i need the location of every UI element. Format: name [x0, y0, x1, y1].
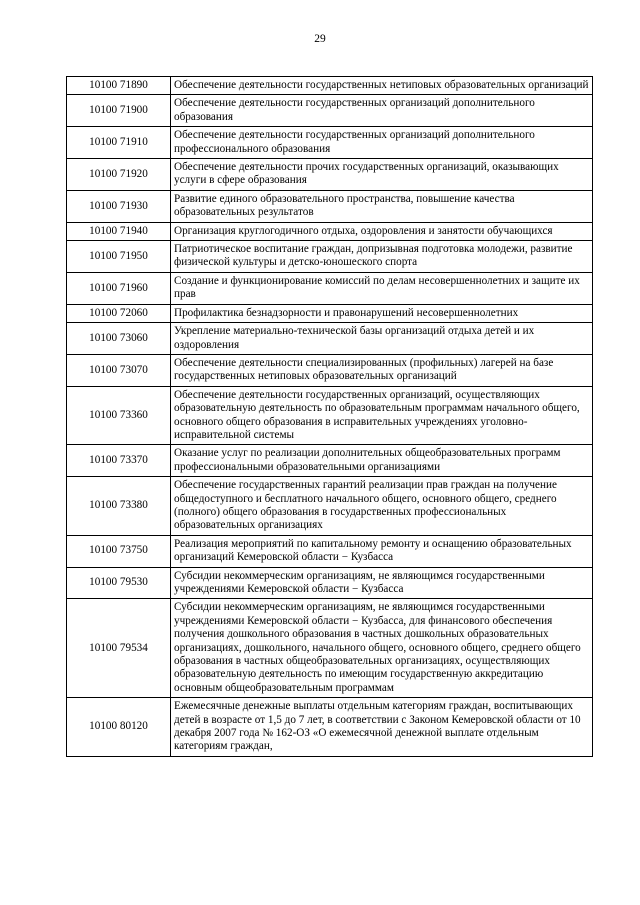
row-code: 10100 79530 [67, 567, 171, 599]
table-row [67, 599, 593, 698]
table-row [67, 304, 593, 322]
row-code: 10100 71900 [67, 95, 171, 127]
row-description: Субсидии некоммерческим организациям, не являющимся государственными учреждениями Кемеровской области − Кузбасса [171, 567, 593, 599]
row-description: Обеспечение деятельности государственных нетиповых образовательных организаций [171, 77, 593, 95]
table-row [67, 386, 593, 445]
row-code: 10100 73380 [67, 477, 171, 536]
row-code: 10100 73360 [67, 386, 171, 445]
row-description: Развитие единого образовательного пространства, повышение качества образовательных результатов [171, 190, 593, 222]
page-number: 29 [314, 33, 326, 45]
row-description: Обеспечение деятельности специализированных (профильных) лагерей на базе государственных нетиповых образовательных организаций [171, 354, 593, 386]
table-row [67, 190, 593, 222]
row-code: 10100 71920 [67, 159, 171, 191]
row-code: 10100 71960 [67, 272, 171, 304]
row-description: Обеспечение государственных гарантий реализации прав граждан на получение общедоступного и бесплатного начального общего, основного общего, среднего (полного) общего образования в государственных профессиональных образовательных организациях [171, 477, 593, 536]
row-code: 10100 72060 [67, 304, 171, 322]
table-row [67, 77, 593, 95]
table-row [67, 127, 593, 159]
row-description: Организация круглогодичного отдыха, оздоровления и занятости обучающихся [171, 222, 593, 240]
table-row [67, 159, 593, 191]
row-description: Укрепление материально-технической базы организаций отдыха детей и их оздоровления [171, 323, 593, 355]
table-row [67, 241, 593, 273]
row-description: Реализация мероприятий по капитальному ремонту и оснащению образовательных организаций Кемеровской области − Кузбасса [171, 535, 593, 567]
row-description: Обеспечение деятельности прочих государственных организаций, оказывающих услуги в сфере образования [171, 159, 593, 191]
row-code: 10100 80120 [67, 698, 171, 757]
table-row [67, 445, 593, 477]
row-code: 10100 73370 [67, 445, 171, 477]
row-description: Создание и функционирование комиссий по делам несовершеннолетних и защите их прав [171, 272, 593, 304]
row-code: 10100 73060 [67, 323, 171, 355]
row-code: 10100 71950 [67, 241, 171, 273]
row-code: 10100 71910 [67, 127, 171, 159]
row-description: Обеспечение деятельности государственных организаций, осуществляющих образовательную деятельность по образовательным программам начального общего, основного общего образования в исправительных учреждениях уголовно-исправительной системы [171, 386, 593, 445]
row-description: Патриотическое воспитание граждан, допризывная подготовка молодежи, развитие физической культуры и детско-юношеского спорта [171, 241, 593, 273]
row-description: Профилактика безнадзорности и правонарушений несовершеннолетних [171, 304, 593, 322]
row-code: 10100 79534 [67, 599, 171, 698]
row-description: Обеспечение деятельности государственных организаций дополнительного образования [171, 95, 593, 127]
table-row [67, 535, 593, 567]
row-description: Обеспечение деятельности государственных организаций дополнительного профессионального образования [171, 127, 593, 159]
table-row [67, 567, 593, 599]
row-code: 10100 73070 [67, 354, 171, 386]
budget-code-table [66, 76, 593, 757]
table-row [67, 222, 593, 240]
table-row [67, 354, 593, 386]
table-row [67, 698, 593, 757]
table-row [67, 95, 593, 127]
row-description: Оказание услуг по реализации дополнительных общеобразовательных программ профессиональными образовательными организациями [171, 445, 593, 477]
table-row [67, 323, 593, 355]
row-description: Субсидии некоммерческим организациям, не являющимся государственными учреждениями Кемеровской области − Кузбасса, для финансового обеспечения получения дошкольного образования в частных дошкольных образовательных организациях, дошкольного, начального общего, основного общего, среднего общего образования в частных общеобразовательных организациях, осуществляющих образовательную деятельность по имеющим государственную аккредитацию основным общеобразовательным программам [171, 599, 593, 698]
table-row [67, 272, 593, 304]
row-description: Ежемесячные денежные выплаты отдельным категориям граждан, воспитывающих детей в возрасте от 1,5 до 7 лет, в соответствии с Законом Кемеровской области от 10 декабря 2007 года № 162-ОЗ «О ежемесячной денежной выплате отдельным категориям граждан, [171, 698, 593, 757]
row-code: 10100 73750 [67, 535, 171, 567]
row-code: 10100 71890 [67, 77, 171, 95]
row-code: 10100 71940 [67, 222, 171, 240]
row-code: 10100 71930 [67, 190, 171, 222]
table-body [67, 77, 593, 757]
table-row [67, 477, 593, 536]
